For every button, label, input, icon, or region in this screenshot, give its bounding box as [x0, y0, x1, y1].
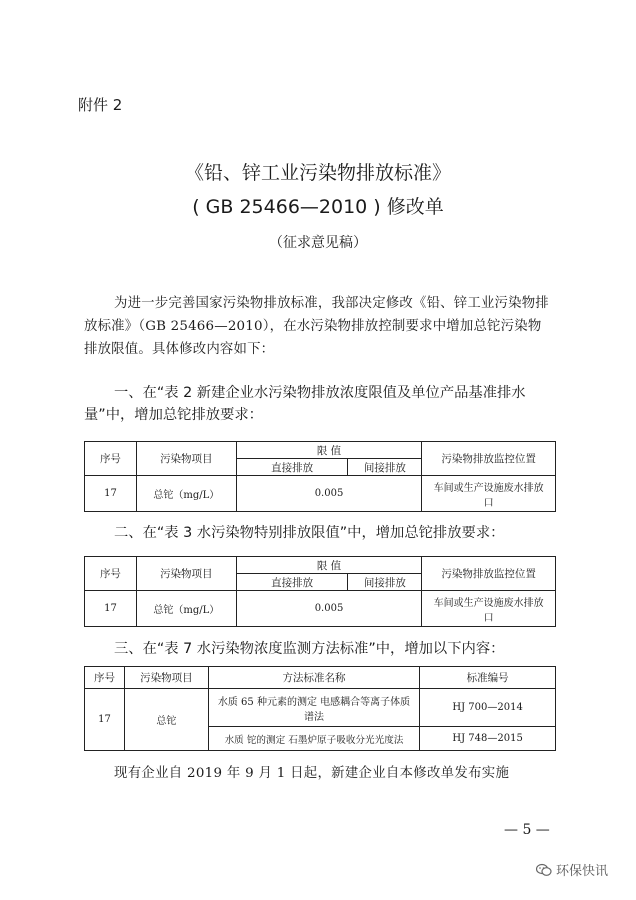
header-pollutant: 污染物项目 [136, 442, 236, 476]
cell-seq: 17 [85, 591, 137, 627]
cell-pollutant: 总铊（mg/L） [136, 476, 236, 512]
header-pollutant: 污染物项目 [124, 667, 208, 689]
header-limit: 限 值 [236, 442, 422, 459]
limit-table-1 [84, 441, 556, 512]
watermark-text: 环保快讯 [556, 864, 609, 879]
cell-pollutant: 总铊 [124, 689, 208, 751]
method-table [84, 666, 556, 751]
header-seq: 序号 [85, 442, 137, 476]
header-seq: 序号 [85, 667, 125, 689]
watermark [536, 860, 608, 879]
cell-seq: 17 [85, 689, 125, 751]
header-indirect: 间接排放 [348, 459, 422, 476]
header-direct: 直接排放 [236, 574, 348, 591]
cell-value: 0.005 [236, 591, 422, 627]
section-3-heading: 三、在“表 7 水污染物浓度监测方法标准”中，增加以下内容： [114, 641, 505, 657]
wechat-icon [536, 863, 552, 877]
header-method: 方法标准名称 [208, 667, 420, 689]
header-pollutant: 污染物项目 [136, 557, 236, 591]
cell-code-1: HJ 700—2014 [420, 689, 556, 727]
draft-note: （征求意见稿） [269, 235, 367, 251]
header-code: 标准编号 [420, 667, 556, 689]
cell-location: 车间或生产设施废水排放口 [422, 591, 556, 627]
header-seq: 序号 [85, 557, 137, 591]
cell-method-1: 水质 65 种元素的测定 电感耦合等离子体质谱法 [208, 689, 420, 727]
document-title: 《铅、锌工业污染物排放标准》 [184, 162, 451, 184]
page-number: — 5 — [504, 822, 550, 838]
attachment-label: 附件 2 [78, 96, 123, 114]
header-limit: 限 值 [236, 557, 422, 574]
limit-table-2 [84, 556, 556, 627]
cell-pollutant: 总铊（mg/L） [136, 591, 236, 627]
cell-value: 0.005 [236, 476, 422, 512]
header-location: 污染物排放监控位置 [422, 557, 556, 591]
document-subtitle: ( GB 25466—2010 ) 修改单 [192, 196, 444, 218]
cell-method-2: 水质 铊的测定 石墨炉原子吸收分光光度法 [208, 727, 420, 751]
closing-paragraph: 现有企业自 2019 年 9 月 1 日起，新建企业自本修改单发布实施 [114, 766, 510, 781]
cell-location: 车间或生产设施废水排放口 [422, 476, 556, 512]
header-direct: 直接排放 [236, 459, 348, 476]
header-location: 污染物排放监控位置 [422, 442, 556, 476]
cell-seq: 17 [85, 476, 137, 512]
section-2-heading: 二、在“表 3 水污染物特别排放限值”中，增加总铊排放要求： [114, 525, 505, 541]
header-indirect: 间接排放 [348, 574, 422, 591]
cell-code-2: HJ 748—2015 [420, 727, 556, 751]
section-1-heading: 一、在“表 2 新建企业水污染物排放浓度限值及单位产品基准排水量”中，增加总铊排放要求： [84, 385, 526, 423]
intro-paragraph: 为进一步完善国家污染物排放标准，我部决定修改《铅、锌工业污染物排放标准》（GB 25466—2010），在水污染物排放控制要求中增加总铊污染物排放限值。具体修改内容如下： [84, 296, 549, 357]
